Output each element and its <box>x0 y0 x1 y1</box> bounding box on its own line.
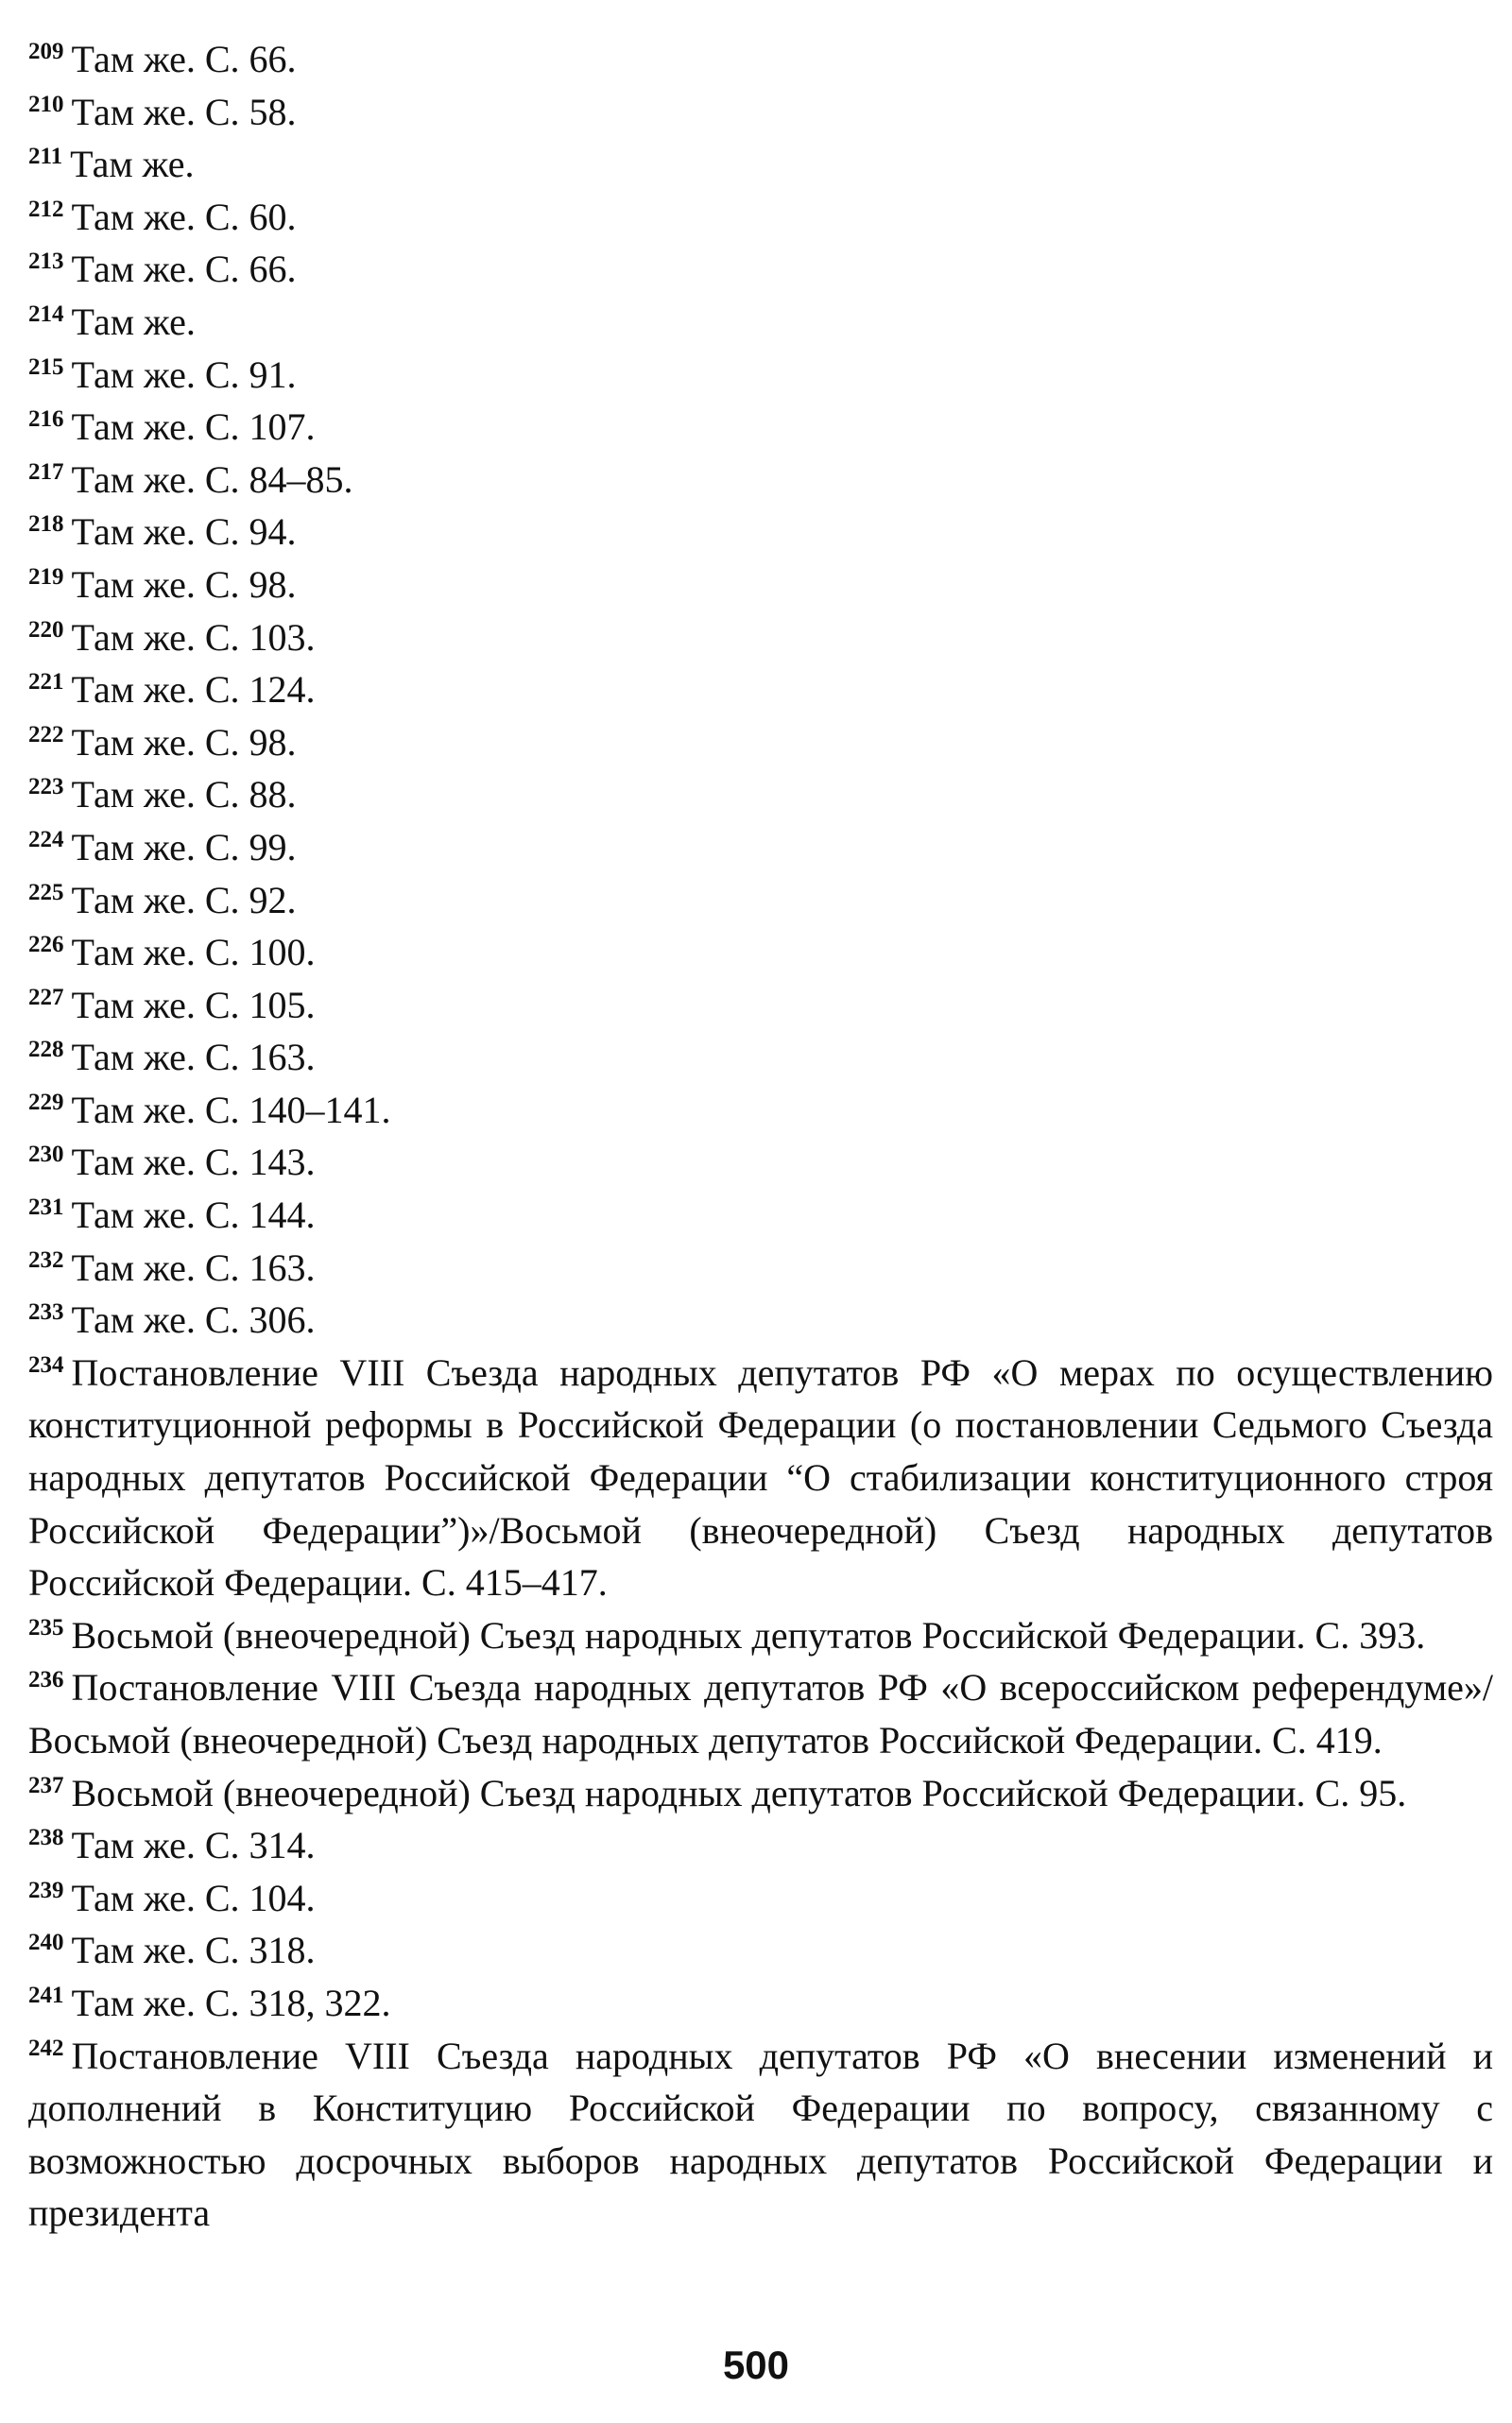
footnotes-list <box>28 33 1493 2240</box>
footnote-number: 230 <box>28 1142 64 1168</box>
footnote-number: 227 <box>28 984 64 1010</box>
footnote-text: Там же. С. 99. <box>71 825 297 868</box>
footnote-text: Восьмой (внеочередной) Съезд народных депутатов Российской Федерации. С. 393. <box>71 1613 1426 1657</box>
footnote <box>28 611 1493 664</box>
footnote-text: Там же. С. 105. <box>71 983 316 1026</box>
footnote <box>28 1347 1493 1609</box>
footnote <box>28 1609 1493 1662</box>
footnote-text: Постановление VIII Съезда народных депутатов РФ «О всероссийском референдуме»/Восьмой (внеочередной) Съезд народных депутатов Российской Федерации. С. 419. <box>28 1666 1493 1761</box>
footnote <box>28 454 1493 507</box>
footnote-number: 240 <box>28 1930 64 1956</box>
footnote-text: Там же. С. 84–85. <box>71 457 353 501</box>
footnote-text: Восьмой (внеочередной) Съезд народных депутатов Российской Федерации. С. 95. <box>71 1771 1407 1814</box>
footnote <box>28 401 1493 454</box>
footnote-number: 234 <box>28 1351 64 1378</box>
footnote-text: Там же. С. 91. <box>71 352 297 396</box>
footnote <box>28 663 1493 716</box>
footnote <box>28 768 1493 821</box>
footnote-number: 209 <box>28 39 64 64</box>
footnote-text: Там же. С. 163. <box>71 1036 316 1079</box>
footnote-text: Там же. С. 66. <box>71 248 297 291</box>
footnote <box>28 33 1493 86</box>
footnote-text: Там же. С. 314. <box>71 1824 316 1867</box>
footnote-number: 225 <box>28 879 64 905</box>
footnote-text: Там же. <box>71 300 196 343</box>
footnote <box>28 1767 1493 1820</box>
footnote-text: Там же. С. 318, 322. <box>71 1981 391 2024</box>
footnote <box>28 926 1493 979</box>
footnote <box>28 86 1493 139</box>
footnote-number: 242 <box>28 2035 64 2061</box>
footnote-text: Там же. <box>70 143 195 186</box>
footnote-number: 233 <box>28 1299 64 1326</box>
footnote-number: 214 <box>28 301 64 327</box>
footnote <box>28 1136 1493 1189</box>
footnote-text: Там же. С. 58. <box>71 90 297 133</box>
footnote-text: Там же. С. 60. <box>71 195 297 238</box>
footnote-number: 221 <box>28 669 64 696</box>
footnote-text: Там же. С. 143. <box>71 1141 316 1184</box>
footnote-number: 217 <box>28 458 64 485</box>
footnote <box>28 1084 1493 1137</box>
footnote <box>28 558 1493 611</box>
footnote-number: 218 <box>28 511 64 538</box>
footnote-number: 239 <box>28 1877 64 1903</box>
footnote <box>28 1924 1493 1977</box>
page-number: 500 <box>722 2343 790 2387</box>
footnote <box>28 821 1493 874</box>
footnote <box>28 716 1493 769</box>
footnote-text: Там же. С. 94. <box>71 510 297 554</box>
footnote-number: 219 <box>28 563 64 590</box>
footnote-number: 229 <box>28 1089 64 1115</box>
footnote-number: 223 <box>28 774 64 800</box>
footnote-text: Там же. С. 306. <box>71 1298 316 1342</box>
footnote-number: 211 <box>28 144 63 170</box>
footnote <box>28 979 1493 1032</box>
footnote-text: Там же. С. 318. <box>71 1929 316 1972</box>
footnote-number: 236 <box>28 1667 64 1693</box>
footnote-number: 241 <box>28 1982 64 2008</box>
footnote-number: 238 <box>28 1825 64 1851</box>
footnote-text: Там же. С. 88. <box>71 773 297 816</box>
footnote <box>28 1661 1493 1766</box>
footnote-text: Там же. С. 103. <box>71 615 316 659</box>
footnote-number: 224 <box>28 826 64 852</box>
footnote-number: 222 <box>28 721 64 748</box>
footnote-number: 228 <box>28 1037 64 1063</box>
footnote-text: Там же. С. 98. <box>71 720 297 764</box>
footnote <box>28 1977 1493 2030</box>
footnote-text: Там же. С. 140–141. <box>71 1088 391 1131</box>
footnote-text: Там же. С. 92. <box>71 878 297 921</box>
footnote-number: 232 <box>28 1246 64 1273</box>
footnote <box>28 506 1493 558</box>
footnote-number: 235 <box>28 1614 64 1641</box>
footnote <box>28 2030 1493 2240</box>
footnote-text: Там же. С. 98. <box>71 562 297 606</box>
footnote <box>28 1294 1493 1347</box>
footnote <box>28 874 1493 927</box>
footnote-number: 216 <box>28 406 64 433</box>
footnote-number: 215 <box>28 353 64 380</box>
footnote <box>28 349 1493 402</box>
footnote-text: Там же. С. 107. <box>71 405 316 449</box>
footnote <box>28 191 1493 244</box>
footnote-text: Там же. С. 124. <box>71 668 316 712</box>
footnote-number: 220 <box>28 616 64 643</box>
footnote <box>28 1242 1493 1295</box>
footnote-number: 213 <box>28 249 64 275</box>
footnote-text: Постановление VIII Съезда народных депутатов РФ «О внесении изменений и дополнений в Конституцию Российской Федерации по вопросу, связанному с возможностью досрочных выборов народных депутатов Российской Федерации и президента <box>28 2034 1493 2235</box>
footnote-number: 226 <box>28 932 64 958</box>
footnote-number: 210 <box>28 91 64 117</box>
footnote-text: Постановление VIII Съезда народных депутатов РФ «О мерах по осуществлению конституционной реформы в Российской Федерации (о постановлении Седьмого Съезда народных депутатов Российской Федерации “О стабилизации конституционного строя Российской Федерации”)»/Восьмой (внеочередной) Съезд народных депутатов Российской Федерации. С. 415–417. <box>28 1350 1493 1605</box>
footnote-text: Там же. С. 100. <box>71 931 316 974</box>
footnote <box>28 138 1493 191</box>
footnote-text: Там же. С. 163. <box>71 1246 316 1289</box>
footnote <box>28 1872 1493 1925</box>
footnote <box>28 1819 1493 1872</box>
footnote-text: Там же. С. 104. <box>71 1876 316 1919</box>
footnote-text: Там же. С. 66. <box>71 38 297 80</box>
footnote-number: 212 <box>28 196 64 222</box>
footnote <box>28 243 1493 296</box>
footnote <box>28 296 1493 349</box>
footnote-text: Там же. С. 144. <box>71 1194 316 1237</box>
footnote-number: 231 <box>28 1194 64 1221</box>
footnote <box>28 1031 1493 1084</box>
footnote-number: 237 <box>28 1772 64 1798</box>
footnote <box>28 1189 1493 1242</box>
